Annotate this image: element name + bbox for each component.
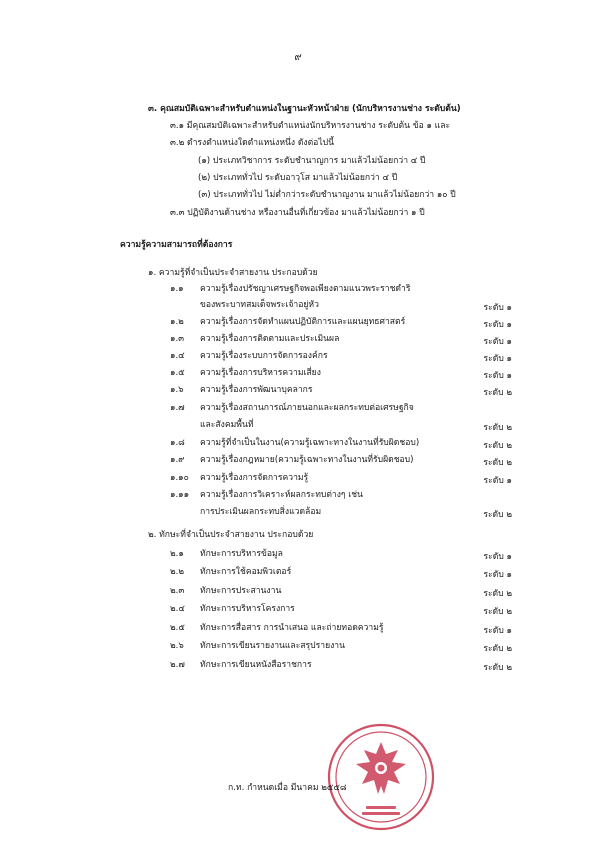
knowledge-number: ๑.๑๑ bbox=[170, 490, 190, 500]
knowledge-text: ความรู้เรื่องปรัชญาเศรษฐกิจพอเพียงตามแนวพระราชดำริ bbox=[200, 284, 411, 294]
skill-level: ระดับ ๑ bbox=[483, 552, 512, 562]
knowledge-level: ระดับ ๒ bbox=[483, 423, 512, 433]
knowledge-number: ๑.๓ bbox=[170, 334, 185, 344]
skill-level: ระดับ ๑ bbox=[483, 570, 512, 580]
knowledge-text-cont: และสังคมพื้นที่ bbox=[200, 420, 254, 430]
knowledge-text-cont: การประเมินผลกระทบสิ่งแวดล้อม bbox=[200, 507, 322, 517]
skill-text: ทักษะการบริหารโครงการ bbox=[200, 604, 295, 614]
knowledge-number: ๑.๑๐ bbox=[170, 473, 189, 483]
knowledge-text: ความรู้เรื่องระบบการจัดการองค์กร bbox=[200, 351, 328, 361]
skill-number: ๒.๖ bbox=[170, 641, 184, 651]
skill-level: ระดับ ๒ bbox=[483, 589, 512, 599]
official-seal-stamp bbox=[326, 722, 436, 832]
knowledge-level: ระดับ ๑ bbox=[483, 476, 512, 486]
knowledge-level: ระดับ ๑ bbox=[483, 303, 512, 313]
skill-text: ทักษะการบริหารข้อมูล bbox=[200, 549, 283, 559]
section3-heading: ๓. คุณสมบัติเฉพาะสำหรับตำแหน่งในฐานะหัวหน้าฝ่าย (นักบริหารงานช่าง ระดับต้น) bbox=[148, 104, 461, 114]
knowledge-text: ความรู้เรื่องการพัฒนาบุคลากร bbox=[200, 385, 313, 395]
knowledge-number: ๑.๗ bbox=[170, 403, 185, 413]
knowledge-text-cont: ของพระบาทสมเด็จพระเจ้าอยู่หัว bbox=[200, 300, 319, 310]
knowledge-level: ระดับ ๑ bbox=[483, 371, 512, 381]
skill-text: ทักษะการเขียนหนังสือราชการ bbox=[200, 660, 312, 670]
knowledge-level: ระดับ ๑ bbox=[483, 337, 512, 347]
knowledge-number: ๑.๖ bbox=[170, 385, 184, 395]
knowledge-text: ความรู้เรื่องการติดตามและประเมินผล bbox=[200, 334, 340, 344]
skill-level: ระดับ ๒ bbox=[483, 644, 512, 654]
knowledge-number: ๑.๒ bbox=[170, 317, 184, 327]
skill-number: ๒.๒ bbox=[170, 567, 185, 577]
skill-text: ทักษะการเขียนรายงานและสรุปรายงาน bbox=[200, 641, 345, 651]
competency-heading: ความรู้ความสามารถที่ต้องการ bbox=[120, 240, 233, 250]
knowledge-text: ความรู้เรื่องการบริหารความเสี่ยง bbox=[200, 368, 321, 378]
section3-item: ๓.๓ ปฏิบัติงานด้านช่าง หรืองานอื่นที่เกี่ยวข้อง มาแล้วไม่น้อยกว่า ๑ ปี bbox=[170, 208, 425, 218]
skill-number: ๒.๔ bbox=[170, 604, 185, 614]
knowledge-text: ความรู้ที่จำเป็นในงาน(ความรู้เฉพาะทางในงานที่รับผิดชอบ) bbox=[200, 438, 420, 448]
knowledge-level: ระดับ ๒ bbox=[483, 441, 512, 451]
knowledge-text: ความรู้เรื่องการวิเคราะห์ผลกระทบต่างๆ เช่น bbox=[200, 490, 363, 500]
knowledge-number: ๑.๑ bbox=[170, 284, 184, 294]
knowledge-text: ความรู้เรื่องสถานการณ์ภายนอกและผลกระทบต่อเศรษฐกิจ bbox=[200, 403, 414, 413]
knowledge-number: ๑.๕ bbox=[170, 368, 185, 378]
skill-number: ๒.๗ bbox=[170, 660, 185, 670]
section3-subitem: (๓) ประเภททั่วไป ไม่ต่ำกว่าระดับชำนาญงาน มาแล้วไม่น้อยกว่า ๑๐ ปี bbox=[198, 190, 456, 200]
skill-number: ๒.๑ bbox=[170, 549, 184, 559]
knowledge-number: ๑.๘ bbox=[170, 438, 185, 448]
knowledge-level: ระดับ ๒ bbox=[483, 388, 512, 398]
skills-heading: ๒. ทักษะที่จำเป็นประจำสายงาน ประกอบด้วย bbox=[148, 530, 314, 540]
skill-number: ๒.๕ bbox=[170, 623, 185, 633]
skill-level: ระดับ ๑ bbox=[483, 626, 512, 636]
knowledge-number: ๑.๔ bbox=[170, 351, 185, 361]
skill-number: ๒.๓ bbox=[170, 586, 185, 596]
skill-level: ระดับ ๒ bbox=[483, 607, 512, 617]
knowledge-text: ความรู้เรื่องการจัดทำแผนปฏิบัติการและแผนยุทธศาสตร์ bbox=[200, 317, 406, 327]
knowledge-level: ระดับ ๑ bbox=[483, 320, 512, 330]
skill-text: ทักษะการสื่อสาร การนำเสนอ และถ่ายทอดความรู้ bbox=[200, 623, 384, 633]
knowledge-level: ระดับ ๒ bbox=[483, 458, 512, 468]
section3-item: ๓.๒ ดำรงตำแหน่งใดตำแหน่งหนึ่ง ดังต่อไปนี้ bbox=[170, 138, 334, 148]
knowledge-heading: ๑. ความรู้ที่จำเป็นประจำสายงาน ประกอบด้วย bbox=[148, 268, 318, 278]
knowledge-text: ความรู้เรื่องการจัดการความรู้ bbox=[200, 473, 309, 483]
skill-level: ระดับ ๒ bbox=[483, 663, 512, 673]
knowledge-level: ระดับ ๒ bbox=[483, 510, 512, 520]
knowledge-text: ความรู้เรื่องกฎหมาย(ความรู้เฉพาะทางในงานที่รับผิดชอบ) bbox=[200, 455, 414, 465]
page-number: ๙ bbox=[294, 52, 302, 63]
section3-subitem: (๑) ประเภทวิชาการ ระดับชำนาญการ มาแล้วไม่น้อยกว่า ๔ ปี bbox=[198, 156, 426, 166]
knowledge-number: ๑.๙ bbox=[170, 455, 185, 465]
section3-subitem: (๒) ประเภททั่วไป ระดับอาวุโส มาแล้วไม่น้อยกว่า ๔ ปี bbox=[198, 173, 398, 183]
skill-text: ทักษะการประสานงาน bbox=[200, 586, 282, 596]
footer-note: ก.ท. กำหนดเมื่อ มีนาคม ๒๕๕๘ bbox=[228, 783, 347, 793]
section3-item: ๓.๑ มีคุณสมบัติเฉพาะสำหรับตำแหน่งนักบริหารงานช่าง ระดับต้น ข้อ ๑ และ bbox=[170, 121, 451, 131]
knowledge-level: ระดับ ๑ bbox=[483, 354, 512, 364]
skill-text: ทักษะการใช้คอมพิวเตอร์ bbox=[200, 567, 292, 577]
